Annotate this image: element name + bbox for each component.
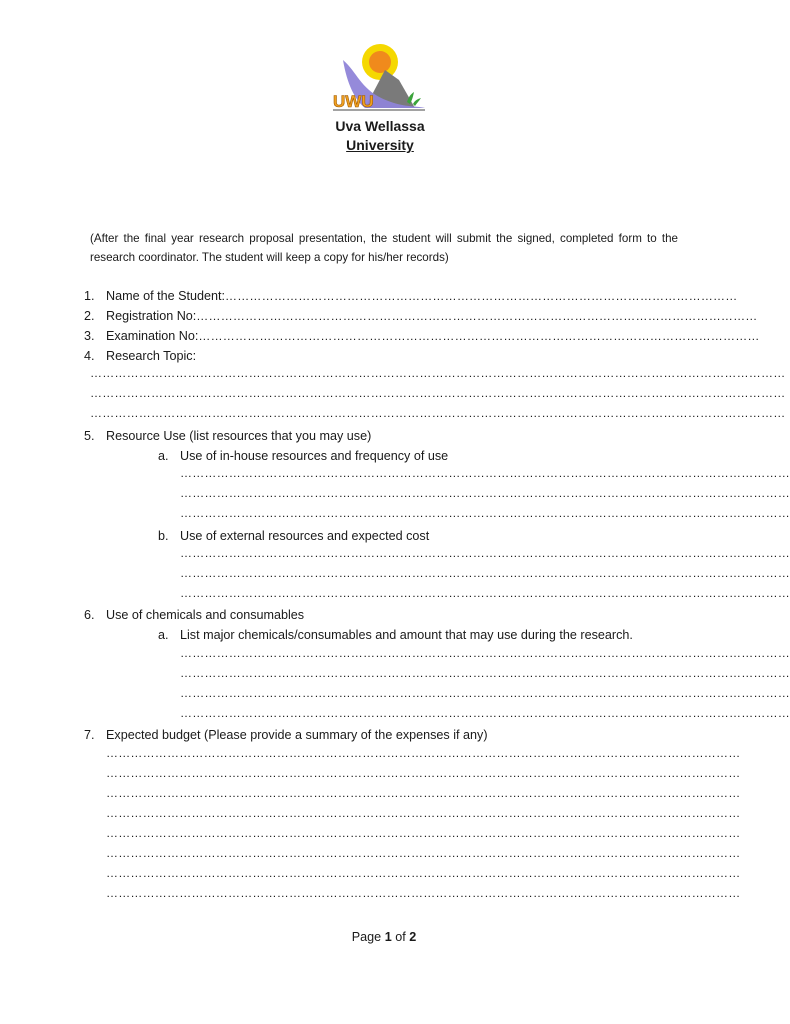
form-item-budget <box>84 725 678 745</box>
subitem-in-house-resources <box>158 446 678 466</box>
answer-line-topic-3[interactable]: ……………………………………………………………………………………………………………………………………………………… <box>90 406 786 420</box>
item-number: 1. <box>84 289 95 303</box>
item-label: Resource Use (list resources that you may use) <box>106 429 372 443</box>
page-prefix: Page <box>351 930 382 944</box>
answer-line-external-3[interactable]: …………………………………………………………………………………………………………………………………… <box>180 586 790 600</box>
subitem-label: Use of external resources and expected cost <box>180 529 430 543</box>
item-number: 7. <box>84 728 95 742</box>
subitem-label: List major chemicals/consumables and amount that may use during the research. <box>180 628 633 642</box>
answer-line-budget-7[interactable]: ………………………………………………………………………………………………………………………………………… <box>106 866 741 880</box>
subitem-external-resources <box>158 526 678 546</box>
item-number: 2. <box>84 309 95 323</box>
university-logo <box>325 40 435 160</box>
answer-line-budget-5[interactable]: ………………………………………………………………………………………………………………………………………… <box>106 826 741 840</box>
answer-line-external-1[interactable]: …………………………………………………………………………………………………………………………………… <box>180 546 790 560</box>
university-name-line1: Uva Wellassa <box>335 118 425 134</box>
item-label: Examination No: <box>106 329 199 343</box>
subitem-letter: b. <box>158 529 169 543</box>
item-number: 3. <box>84 329 95 343</box>
current-page: 1 <box>384 930 392 944</box>
subitem-letter: a. <box>158 449 169 463</box>
page-number <box>0 930 768 944</box>
answer-line-chemicals-2[interactable]: …………………………………………………………………………………………………………………………………… <box>180 666 790 680</box>
form-item-examination-no <box>84 326 760 346</box>
item-label: Registration No: <box>106 309 197 323</box>
answer-line-topic-2[interactable]: ……………………………………………………………………………………………………………………………………………………… <box>90 386 786 400</box>
answer-line-registration[interactable]: ………………………………………………………………………………………………………………………… <box>196 309 758 323</box>
subitem-label: Use of in-house resources and frequency of use <box>180 449 449 463</box>
answer-line-in-house-3[interactable]: …………………………………………………………………………………………………………………………………… <box>180 506 790 520</box>
answer-line-budget-8[interactable]: ………………………………………………………………………………………………………………………………………… <box>106 886 741 900</box>
item-number: 4. <box>84 349 95 363</box>
answer-line-chemicals-1[interactable]: …………………………………………………………………………………………………………………………………… <box>180 646 790 660</box>
logo-mark-text: UWU <box>333 92 374 111</box>
answer-line-in-house-1[interactable]: …………………………………………………………………………………………………………………………………… <box>180 466 790 480</box>
answer-line-external-2[interactable]: …………………………………………………………………………………………………………………………………… <box>180 566 790 580</box>
answer-line-chemicals-3[interactable]: …………………………………………………………………………………………………………………………………… <box>180 686 790 700</box>
item-number: 5. <box>84 429 95 443</box>
form-item-resource-use <box>84 426 678 446</box>
answer-line-budget-1[interactable]: ………………………………………………………………………………………………………………………………………… <box>106 746 741 760</box>
form-item-registration-no <box>84 306 758 326</box>
answer-line-in-house-2[interactable]: …………………………………………………………………………………………………………………………………… <box>180 486 790 500</box>
answer-line-examination[interactable]: ………………………………………………………………………………………………………………………… <box>198 329 760 343</box>
answer-line-topic-1[interactable]: ……………………………………………………………………………………………………………………………………………………… <box>90 366 786 380</box>
answer-line-budget-3[interactable]: ………………………………………………………………………………………………………………………………………… <box>106 786 741 800</box>
university-name-line2: University <box>346 137 414 153</box>
page-of: of <box>395 930 406 944</box>
subitem-chemicals-list <box>158 625 678 645</box>
form-item-research-topic <box>84 346 678 366</box>
form-item-student-name <box>84 286 738 306</box>
item-label: Expected budget (Please provide a summary of the expenses if any) <box>106 728 488 742</box>
answer-line-name[interactable]: ……………………………………………………………………………………………………………… <box>225 289 738 303</box>
answer-line-budget-4[interactable]: ………………………………………………………………………………………………………………………………………… <box>106 806 741 820</box>
logo-emblem-icon <box>325 40 435 122</box>
instruction-paragraph: (After the final year research proposal presentation, the student will submit the signed, completed form to the research coordinator. The student will keep a copy for his/her records) <box>90 232 678 264</box>
subitem-letter: a. <box>158 628 169 642</box>
answer-line-chemicals-4[interactable]: …………………………………………………………………………………………………………………………………… <box>180 706 790 720</box>
item-label: Use of chemicals and consumables <box>106 608 305 622</box>
item-label: Name of the Student: <box>106 289 226 303</box>
answer-line-budget-6[interactable]: ………………………………………………………………………………………………………………………………………… <box>106 846 741 860</box>
form-item-chemicals <box>84 605 678 625</box>
item-label: Research Topic: <box>106 349 197 363</box>
total-pages: 2 <box>409 930 417 944</box>
item-number: 6. <box>84 608 95 622</box>
answer-line-budget-2[interactable]: ………………………………………………………………………………………………………………………………………… <box>106 766 741 780</box>
